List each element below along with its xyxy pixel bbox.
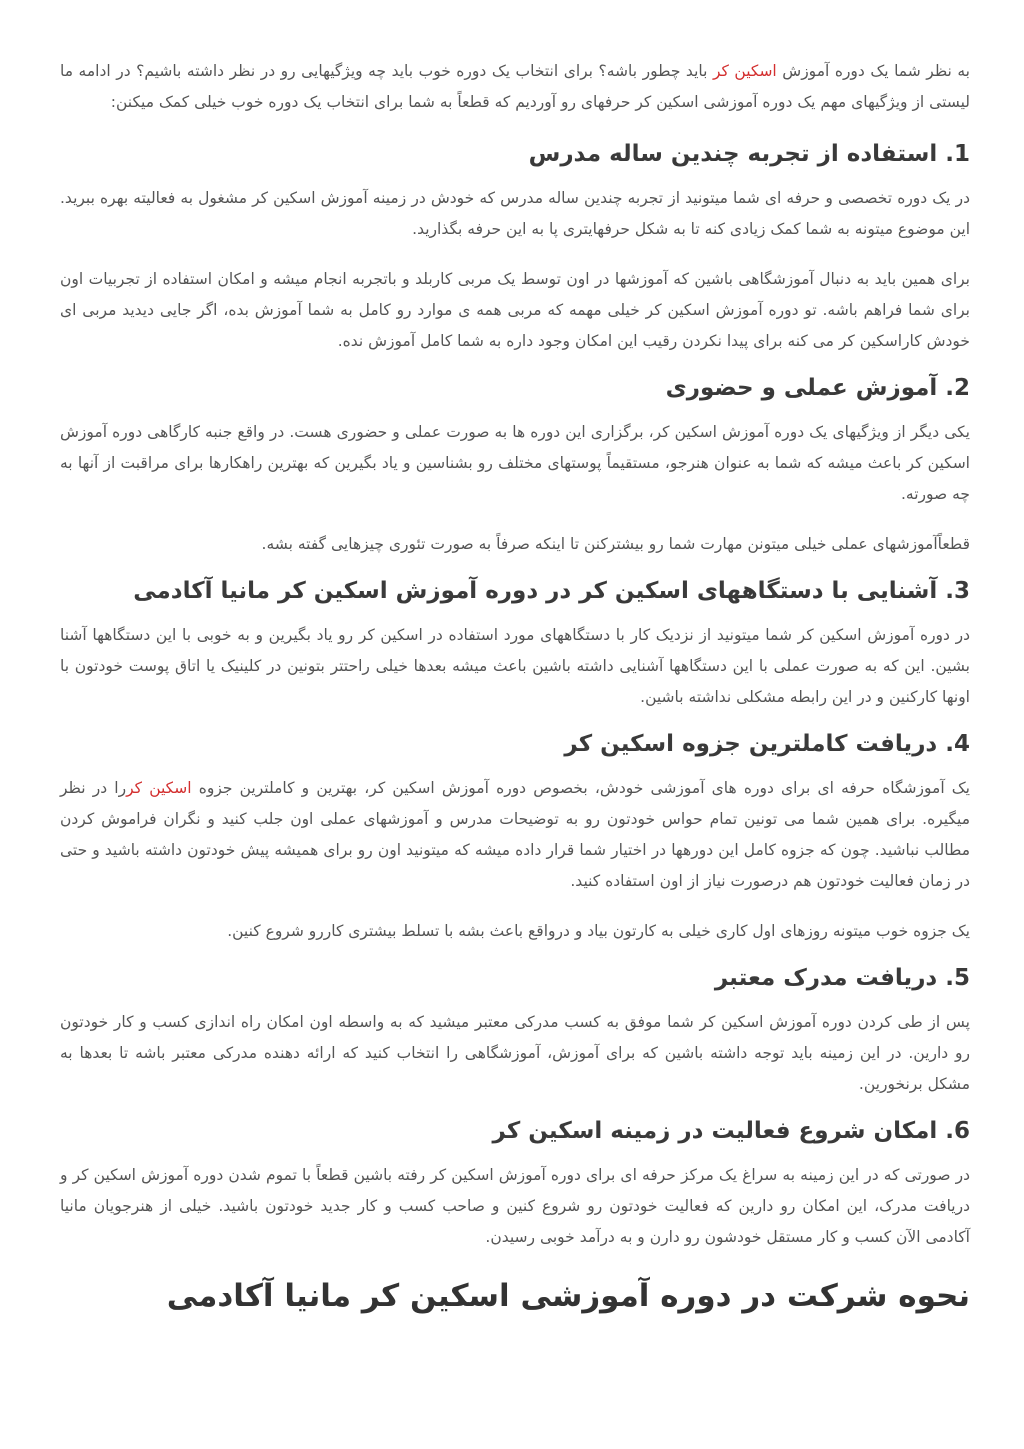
intro-paragraph [60,56,970,118]
section-4-paragraph-1 [60,773,970,897]
section-3-paragraph-1: در دوره آموزش اسکین کر شما میتونید از نزدیک کار با دستگاههای مورد استفاده در اسکین کر رو یاد بگیرین و به خوبی با این دستگاهها آشنا بشین. این که به صورت عملی با این دستگاهها آشنایی داشته باشین باعث میشه بعدها خیلی راحتتر بتونین در کلینیک یا اتاق پوست خودتون با اونها کارکنین و در این رابطه مشکلی نداشته باشین. [60,626,970,706]
section-heading-6: 6. امکان شروع فعالیت در زمینه اسکین کر [492,1118,970,1144]
section-2-paragraph-2: قطعاًآموزشهای عملی خیلی میتونن مهارت شما رو بیشترکنن تا اینکه صرفاً به صورت تئوری چیزهایی گفته بشه. [261,535,970,553]
intro-text-start: به نظر شما یک دوره آموزش [776,62,970,80]
section-heading-2: 2. آموزش عملی و حضوری [665,375,970,401]
section-heading-3: 3. آشنایی با دستگاههای اسکین کر در دوره آموزش اسکین کر مانیا آکادمی [133,578,970,604]
section-4-text-end: را در نظر میگیره. برای همین شما می تونین تمام حواس خودتون رو به توضیحات مدرس و آموزشهای عملی اون جلب کنید و نگران فراموش کردن مطالب نباشید. چون که جزوه کامل این دورهها در اختیار شما قرار داده میشه که میتونید اون رو برای همیشه پیش خودتون داشته باشید و حتی در زمان فعالیت خودتون هم درصورت نیاز از اون استفاده کنید. [60,779,970,890]
section-6-paragraph-1: در صورتی که در این زمینه به سراغ یک مرکز حرفه ای برای دوره آموزش اسکین کر رفته باشین قطعاً با تموم شدن دوره آموزش اسکین کر و دریافت مدرک، این امکان رو دارین که فعالیت خودتون رو شروع کنین و صاحب کسب و کار جدید خودتون باشید. خیلی از هنرجویان مانیا آکادمی الآن کسب و کار مستقل خودشون رو دارن و به درآمد خوبی رسیدن. [60,1166,970,1246]
section-4-paragraph-2: یک جزوه خوب میتونه روزهای اول کاری خیلی به کارتون بیاد و درواقع باعث بشه با تسلط بیشتری کاررو شروع کنین. [227,922,970,940]
skincare-link[interactable]: اسکین کر [712,62,777,80]
article-body [60,56,970,1319]
intro-text-end: باید چطور باشه؟ برای انتخاب یک دوره خوب باید چه ویژگیهایی رو در نظر داشته باشیم؟ در ادامه ما لیستی از ویژگیهای مهم یک دوره آموزشی اسکین کر حرفهای رو آوردیم که قطعاً به شما برای انتخاب یک دوره خوب خیلی کمک میکنن: [60,62,970,111]
section-2-paragraph-1: یکی دیگر از ویژگیهای یک دوره آموزش اسکین کر، برگزاری این دوره ها به صورت عملی و حضوری هست. در واقع جنبه کارگاهی دوره آموزش اسکین کر باعث میشه که شما به عنوان هنرجو، مستقیماً پوستهای مختلف رو بشناسین و یاد بگیرین که بهترین راهکارها برای مراقبت از آنها به چه صورته. [60,423,970,503]
section-heading-5: 5. دریافت مدرک معتبر [714,965,970,991]
section-1-paragraph-2: برای همین باید به دنبال آموزشگاهی باشین که آموزشها در اون توسط یک مربی کاربلد و باتجربه انجام میشه و امکان استفاده از تجربیات اون برای شما فراهم باشه. تو دوره آموزش اسکین کر خیلی مهمه که مربی همه ی موارد رو کامل به شما آموزش بده، اگر جایی دیدید مربی ای خودش کاراسکین کر می کنه برای پیدا نکردن رقیب این امکان وجود داره به شما کامل آموزش نده. [60,270,970,350]
final-heading: نحوه شرکت در دوره آموزشی اسکین کر مانیا آکادمی [166,1278,970,1314]
section-4-text-start: یک آموزشگاه حرفه ای برای دوره های آموزشی خودش، بخصوص دوره آموزش اسکین کر، بهترین و کاملترین جزوه [191,779,970,797]
section-heading-4: 4. دریافت کاملترین جزوه اسکین کر [564,731,970,757]
section-1-paragraph-1: در یک دوره تخصصی و حرفه ای شما میتونید از تجربه چندین ساله مدرس که خودش در زمینه آموزش اسکین کر مشغول به فعالیته بهره ببرید. این موضوع میتونه به شما کمک زیادی کنه تا به شکل حرفهایتری پا به این حرفه بگذارید. [60,189,970,238]
section-heading-1: 1. استفاده از تجربه چندین ساله مدرس [528,141,970,167]
section-5-paragraph-1: پس از طی کردن دوره آموزش اسکین کر شما موفق به کسب مدرکی معتبر میشید که به واسطه اون امکان راه اندازی کسب و کار خودتون رو دارین. در این زمینه باید توجه داشته باشین که برای آموزش، آموزشگاهی را انتخاب کنید که ارائه دهنده مدرکی معتبر باشه تا بعدها به مشکل برنخورین. [60,1013,970,1093]
skincare-link-2[interactable]: اسکین کر [126,779,192,797]
